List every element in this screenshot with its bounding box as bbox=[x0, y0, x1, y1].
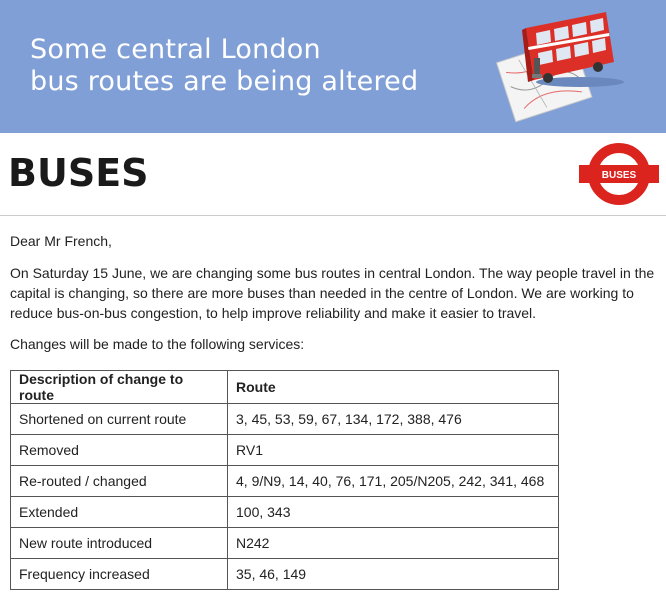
table-row bbox=[11, 404, 559, 435]
banner-headline bbox=[30, 34, 418, 98]
route-list: 35, 46, 149 bbox=[228, 559, 559, 590]
column-header-description: Description of change to route bbox=[11, 371, 228, 404]
roundel-label: BUSES bbox=[601, 170, 637, 181]
change-description: Shortened on current route bbox=[11, 404, 228, 435]
route-list: 3, 45, 53, 59, 67, 134, 172, 388, 476 bbox=[228, 404, 559, 435]
hero-banner bbox=[0, 0, 666, 133]
route-list: N242 bbox=[228, 528, 559, 559]
column-header-route: Route bbox=[228, 371, 559, 404]
page-header bbox=[0, 133, 666, 216]
change-description: Re-routed / changed bbox=[11, 466, 228, 497]
page-title: BUSES bbox=[8, 151, 149, 195]
change-description: New route introduced bbox=[11, 528, 228, 559]
route-list: 100, 343 bbox=[228, 497, 559, 528]
letter-greeting: Dear Mr French, bbox=[10, 233, 112, 249]
bus-sewing-machine-illustration bbox=[488, 0, 666, 133]
table-row bbox=[11, 497, 559, 528]
table-row bbox=[11, 435, 559, 466]
change-description: Extended bbox=[11, 497, 228, 528]
table-row bbox=[11, 466, 559, 497]
table-header-row bbox=[11, 371, 559, 404]
route-list: RV1 bbox=[228, 435, 559, 466]
tfl-buses-roundel-logo bbox=[578, 141, 660, 207]
banner-headline-line-2: bus routes are being altered bbox=[30, 66, 419, 97]
table-row bbox=[11, 559, 559, 590]
change-description: Removed bbox=[11, 435, 228, 466]
change-description: Frequency increased bbox=[11, 559, 228, 590]
route-changes-table bbox=[10, 370, 559, 590]
changes-intro: Changes will be made to the following services: bbox=[10, 336, 305, 352]
letter-paragraph: On Saturday 15 June, we are changing some bus routes in central London. The way people travel in the capital is changing, so there are more buses than needed in the centre of London. We are working to reduce bus-on-bus congestion, to help improve reliability and make it easier to travel. bbox=[10, 265, 655, 321]
table-row bbox=[11, 528, 559, 559]
banner-headline-line-1: Some central London bbox=[30, 34, 321, 65]
route-list: 4, 9/N9, 14, 40, 76, 171, 205/N205, 242, 341, 468 bbox=[228, 466, 559, 497]
